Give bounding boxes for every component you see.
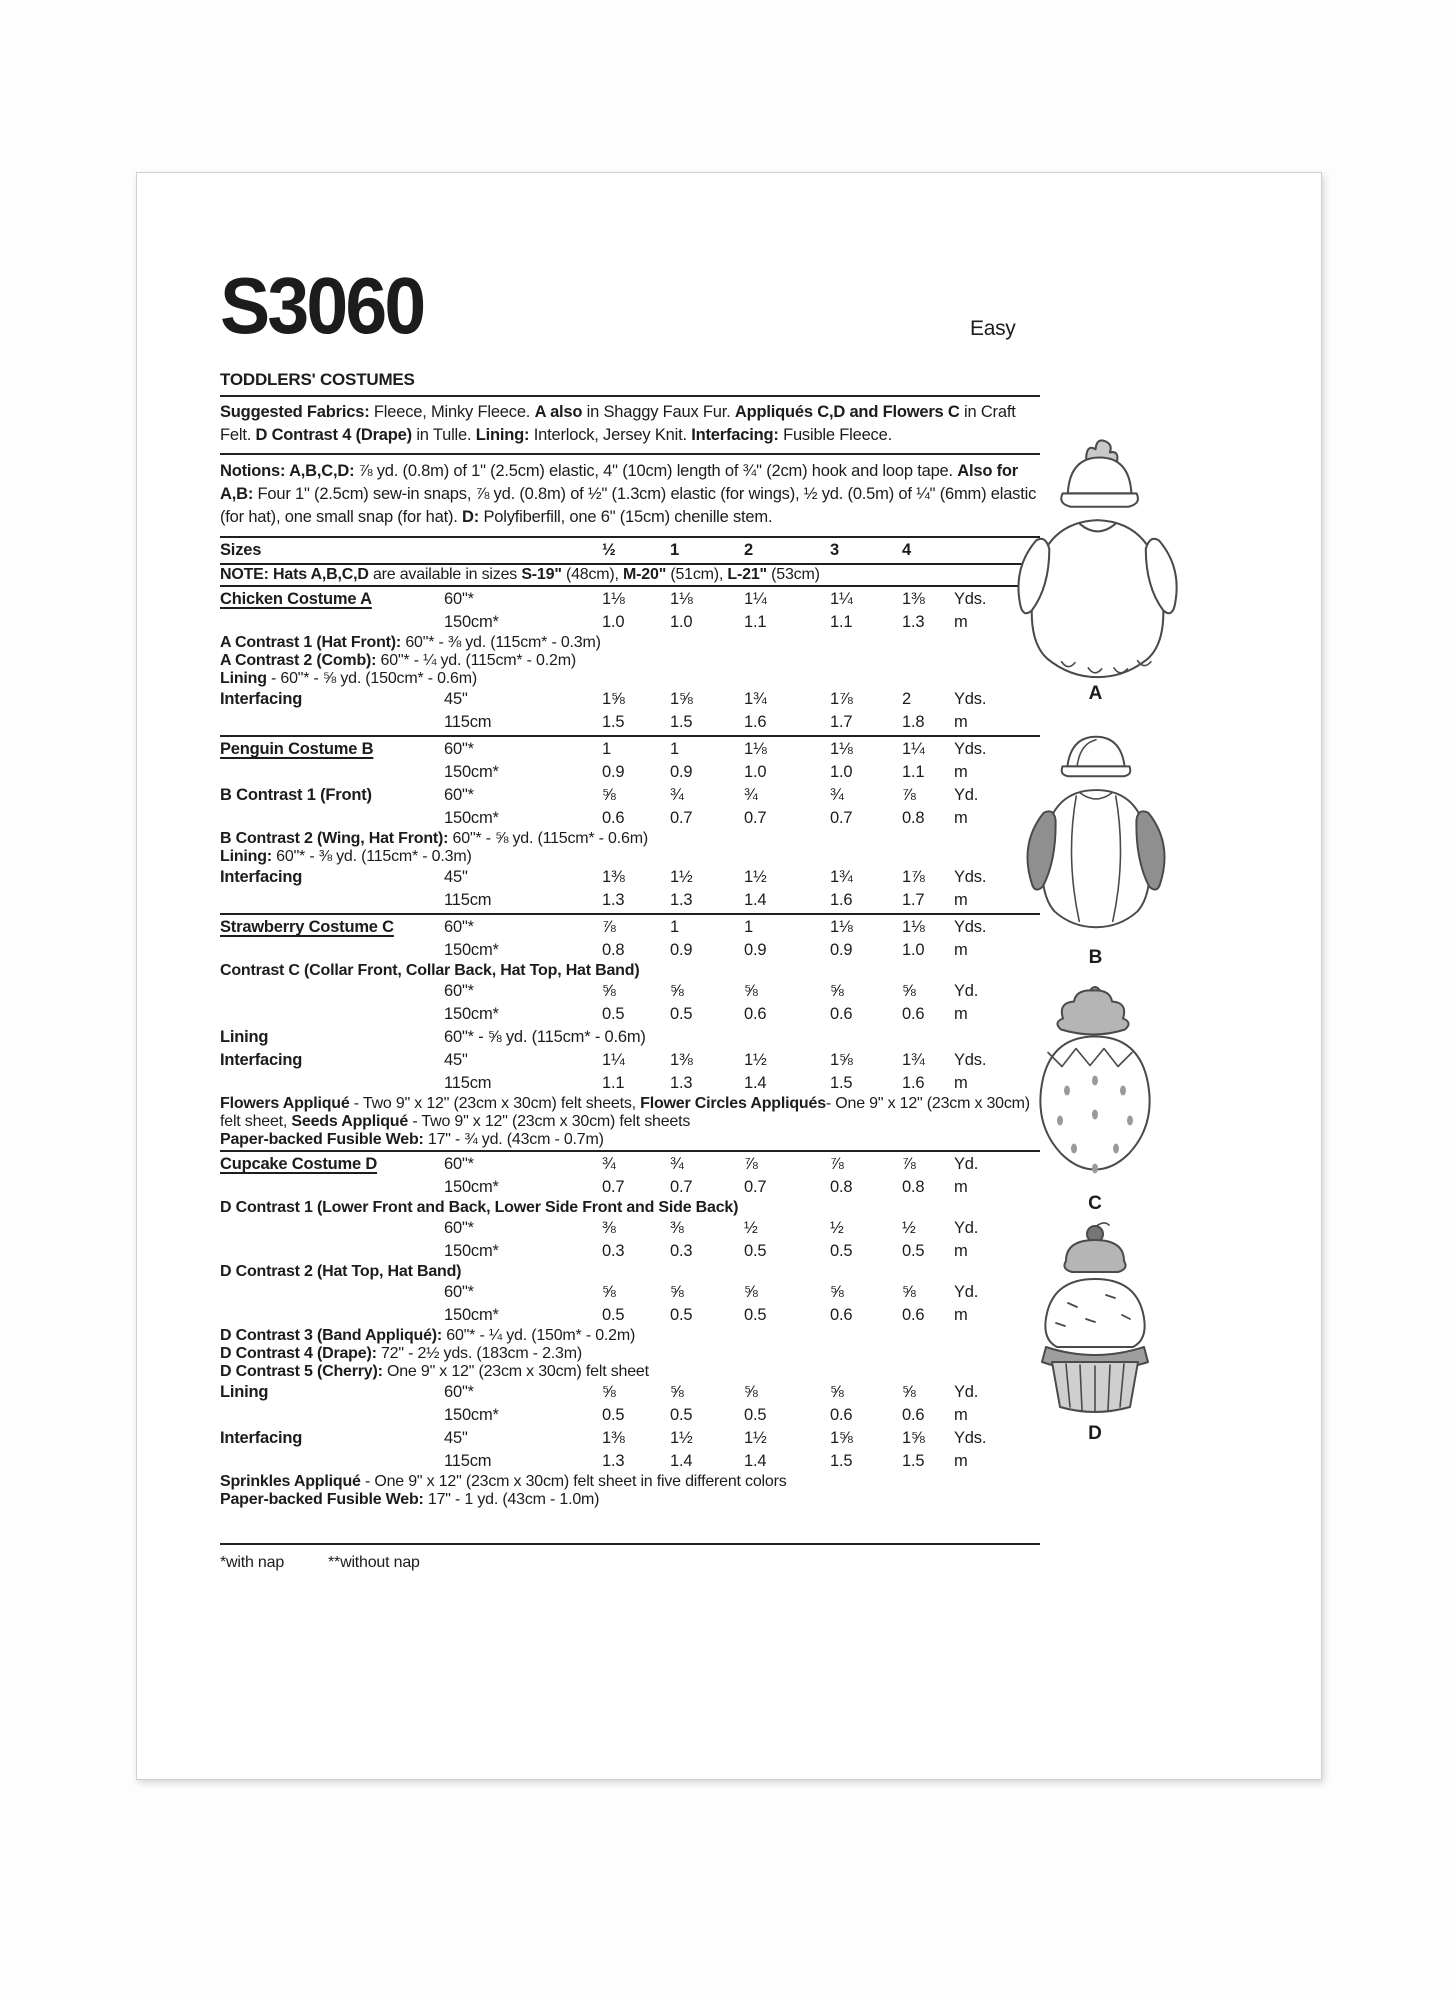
yardage-value: 0.5 [744,1406,767,1424]
yardage-value: 0.6 [744,1005,767,1023]
unit-label: Yds. [954,918,987,936]
fabric-width: 60"* [444,918,474,936]
category-heading: TODDLERS' COSTUMES [220,370,1040,397]
yardage-value: 1¼ [830,590,853,608]
yardage-value: 1.6 [744,713,767,731]
yardage-row [220,889,1040,912]
yardage-value: 1⅛ [602,590,625,608]
yardage-value: 1.5 [902,1452,925,1470]
unit-label: m [954,1242,968,1260]
yardage-value: 1.0 [744,763,767,781]
yardage-row [220,1240,1040,1263]
fabric-width: 60"* [444,740,474,758]
yardage-value: 0.8 [830,1178,853,1196]
yardage-row [220,1217,1040,1240]
fabric-width: 60"* [444,1383,474,1401]
row-label: Interfacing [220,690,303,708]
yardage-value: 0.8 [902,1178,925,1196]
fabric-width: 115cm [444,713,492,731]
yardage-value: 0.5 [670,1005,693,1023]
yardage-row [220,688,1040,711]
figure-label-d: D [1088,1423,1102,1444]
unit-label: m [954,763,968,781]
yardage-value: 1.3 [602,1452,625,1470]
row-label: Chicken Costume A [220,590,372,608]
yardage-value: 1½ [744,1051,767,1069]
unit-label: Yd. [954,786,979,804]
row-label [220,889,444,912]
yardage-value: 0.5 [602,1306,625,1324]
unit-label: Yds. [954,740,987,758]
yardage-value: 1¾ [830,868,853,886]
yardage-value: 1.5 [670,713,693,731]
yardage-row [220,1049,1040,1072]
yardage-table [220,536,1040,1509]
yardage-value: 0.9 [670,941,693,959]
fabric-width: 150cm* [444,1406,499,1424]
yardage-row [220,761,1040,784]
yardage-row [220,611,1040,634]
unit-label: m [954,1406,968,1424]
table-header-row [220,539,1040,562]
fabric-width: 150cm* [444,1178,499,1196]
unit-label: Yds. [954,1429,987,1447]
row-label [220,1240,444,1263]
row-label [220,1217,444,1240]
fabric-width: 45" [444,868,468,886]
yardage-value: 0.5 [830,1242,853,1260]
difficulty-label: Easy [970,317,1016,340]
unit-label: Yd. [954,1283,979,1301]
fabric-width: 60"* [444,1283,474,1301]
row-label: Interfacing [220,1051,303,1069]
fabric-width: 115cm [444,1074,492,1092]
yardage-value: 0.7 [830,809,853,827]
yardage-value: 0.8 [602,941,625,959]
figure-strawberry-costume [1009,981,1181,1215]
yardage-value: 1⅜ [602,868,625,886]
yardage-value: 1 [744,918,753,936]
with-nap-note: *with nap [220,1554,285,1571]
figure-chicken-costume [993,431,1198,705]
yardage-value: 1⅝ [670,690,693,708]
row-label [220,1072,444,1095]
yardage-value: 1.0 [602,613,625,631]
yardage-row [220,980,1040,1003]
yardage-value: ⅜ [670,1219,684,1237]
yardage-value: 1⅜ [602,1429,625,1447]
yardage-row [220,1176,1040,1199]
row-label [220,1003,444,1026]
yardage-row [220,866,1040,889]
yardage-value: 1.5 [830,1074,853,1092]
fabric-width: 45" [444,690,468,708]
fabric-width: 45" [444,1429,468,1447]
row-label: Lining [220,1028,269,1046]
yardage-value: ⅝ [744,1283,758,1301]
fabric-width: 60"* [444,590,474,608]
yardage-row [220,588,1040,611]
yardage-value: 1.0 [902,941,925,959]
row-label [220,1304,444,1327]
table-text-row: D Contrast 1 (Lower Front and Back, Lower Side Front and Side Back) [220,1199,739,1216]
yardage-value: ⅞ [744,1155,758,1173]
yardage-value: 1½ [744,1429,767,1447]
row-label: Penguin Costume B [220,740,374,758]
size-column-header: 4 [902,541,911,559]
table-text-row: Paper-backed Fusible Web: 17" - ¾ yd. (43cm - 0.7m) [220,1131,604,1148]
table-text-row: B Contrast 2 (Wing, Hat Front): 60"* - ⅝ yd. (115cm* - 0.6m) [220,830,648,847]
yardage-value: 2 [902,690,911,708]
yardage-row [220,784,1040,807]
size-column-header: ½ [602,541,616,559]
yardage-value: 1.5 [602,713,625,731]
table-text-row: A Contrast 1 (Hat Front): 60"* - ⅜ yd. (115cm* - 0.3m) [220,634,601,651]
yardage-value: 1.1 [744,613,767,631]
unit-label: Yds. [954,1051,987,1069]
yardage-value: 0.9 [670,763,693,781]
yardage-value: 0.6 [602,809,625,827]
yardage-value: ⅝ [602,1383,616,1401]
size-column-header: 1 [670,541,679,559]
yardage-value: ⅝ [830,982,844,1000]
unit-label: Yd. [954,982,979,1000]
table-text-row: Contrast C (Collar Front, Collar Back, Hat Top, Hat Band) [220,962,640,979]
table-text-row: A Contrast 2 (Comb): 60"* - ¼ yd. (115cm* - 0.2m) [220,652,576,669]
unit-label: m [954,1178,968,1196]
table-text-row: Paper-backed Fusible Web: 17" - 1 yd. (43cm - 1.0m) [220,1491,600,1508]
fabric-width: 60"* [444,786,474,804]
row-label [220,761,444,784]
yardage-value: 1⅜ [902,590,925,608]
main-content [220,261,1040,1572]
row-label: Strawberry Costume C [220,918,394,936]
yardage-value: ⅝ [744,982,758,1000]
yardage-value: ½ [902,1219,916,1237]
yardage-value: 1.0 [830,763,853,781]
yardage-value: ⅞ [902,1155,916,1173]
fabric-width: 60"* [444,982,474,1000]
yardage-value: 1½ [670,1429,693,1447]
yardage-value: 0.3 [602,1242,625,1260]
unit-label: m [954,1074,968,1092]
fabric-width: 115cm [444,891,492,909]
yardage-value: 1¾ [744,690,767,708]
yardage-value: 1⅞ [902,868,925,886]
yardage-row [220,939,1040,962]
table-text-row: D Contrast 5 (Cherry): One 9" x 12" (23cm x 30cm) felt sheet [220,1363,649,1380]
yardage-value: 0.9 [830,941,853,959]
yardage-value: 0.8 [902,809,925,827]
fabric-width: 150cm* [444,1242,499,1260]
yardage-value: ¾ [830,786,844,804]
unit-label: m [954,941,968,959]
yardage-row [220,711,1040,734]
yardage-value: ½ [830,1219,844,1237]
fabric-width: 150cm* [444,763,499,781]
yardage-value: ⅝ [902,1383,916,1401]
yardage-value: 1⅛ [902,918,925,936]
yardage-value: ⅝ [670,982,684,1000]
table-rule [220,563,1040,565]
row-label [220,980,444,1003]
yardage-value: ⅝ [830,1383,844,1401]
yardage-value: 1.4 [744,1074,767,1092]
yardage-value: 1¼ [602,1051,625,1069]
without-nap-note: **without nap [328,1554,420,1571]
yardage-value: 0.7 [670,809,693,827]
row-label [220,1450,444,1473]
row-label: B Contrast 1 (Front) [220,786,372,804]
yardage-value: ¾ [602,1155,616,1173]
fabric-width: 150cm* [444,1306,499,1324]
yardage-value: 0.6 [902,1005,925,1023]
row-label [220,711,444,734]
yardage-value: 0.9 [602,763,625,781]
yardage-value: 1 [670,918,679,936]
row-label: Cupcake Costume D [220,1155,378,1173]
unit-label: Yd. [954,1383,979,1401]
yardage-value: 0.5 [744,1242,767,1260]
row-label: Lining [220,1383,269,1401]
yardage-value: ⅞ [830,1155,844,1173]
unit-label: m [954,713,968,731]
yardage-value: 1.4 [670,1452,693,1470]
yardage-row [220,1003,1040,1026]
yardage-row [220,1304,1040,1327]
table-rule [220,585,1040,587]
pattern-number: S3060 [220,261,424,350]
fabric-width: 150cm* [444,1005,499,1023]
yardage-value: 1½ [670,868,693,886]
fabric-width: 60"* [444,1219,474,1237]
yardage-value: 1⅝ [602,690,625,708]
yardage-value: 0.5 [902,1242,925,1260]
figure-label-a: A [1088,683,1103,704]
yardage-value: 1.1 [830,613,853,631]
yardage-value: 1.3 [670,1074,693,1092]
yardage-value: 1.3 [602,891,625,909]
yardage-value: ½ [744,1219,758,1237]
yardage-value: 0.5 [670,1306,693,1324]
row-label [220,1404,444,1427]
row-text: 60"* - ⅝ yd. (115cm* - 0.6m) [444,1028,646,1046]
table-text-row: Lining - 60"* - ⅝ yd. (150cm* - 0.6m) [220,670,478,687]
yardage-value: 1⅜ [670,1051,693,1069]
footer-gap [220,1509,1040,1543]
table-rule [220,735,1040,737]
unit-label: m [954,1452,968,1470]
table-text-row: D Contrast 2 (Hat Top, Hat Band) [220,1263,462,1280]
unit-label: Yds. [954,590,987,608]
yardage-value: ¾ [670,786,684,804]
fabric-width: 150cm* [444,613,499,631]
table-rule [220,1150,1040,1152]
yardage-row [220,1381,1040,1404]
penguin-costume-illustration [1006,721,1186,943]
yardage-row [220,1427,1040,1450]
yardage-value: 1.4 [744,891,767,909]
yardage-value: 1.6 [830,891,853,909]
yardage-row [220,1281,1040,1304]
figure-label-c: C [1088,1193,1102,1214]
row-label [220,611,444,634]
table-rule [220,913,1040,915]
fabric-width: 60"* [444,1155,474,1173]
yardage-value: ⅝ [670,1383,684,1401]
row-label: Interfacing [220,868,303,886]
yardage-value: ⅞ [602,918,616,936]
table-labeltext-row [220,1026,1040,1049]
yardage-value: 1⅝ [830,1429,853,1447]
table-note: NOTE: Hats A,B,C,D are available in sizes S-19" (48cm), M-20" (51cm), L-21" (53cm) [220,566,820,583]
yardage-value: ⅝ [602,982,616,1000]
row-label [220,1176,444,1199]
yardage-value: 1.7 [830,713,853,731]
row-label [220,1281,444,1304]
table-text-row: D Contrast 3 (Band Appliqué): 60"* - ¼ yd. (150m* - 0.2m) [220,1327,636,1344]
yardage-row [220,738,1040,761]
size-column-header: 2 [744,541,753,559]
yardage-value: 0.3 [670,1242,693,1260]
yardage-value: ⅞ [902,786,916,804]
unit-label: m [954,891,968,909]
yardage-value: 1.6 [902,1074,925,1092]
yardage-row [220,807,1040,830]
yardage-value: 1.3 [902,613,925,631]
yardage-row [220,1153,1040,1176]
figure-label-b: B [1088,947,1103,968]
yardage-value: 1⅛ [744,740,767,758]
yardage-value: 1¾ [902,1051,925,1069]
yardage-value: ¾ [670,1155,684,1173]
fabric-width: 115cm [444,1452,492,1470]
row-label [220,807,444,830]
yardage-row [220,916,1040,939]
unit-label: Yds. [954,868,987,886]
yardage-value: 0.5 [602,1005,625,1023]
yardage-value: 1.1 [602,1074,625,1092]
yardage-value: 1.7 [902,891,925,909]
unit-label: m [954,1005,968,1023]
yardage-value: 0.9 [744,941,767,959]
yardage-value: 1¼ [902,740,925,758]
row-label: Interfacing [220,1429,303,1447]
yardage-value: ⅝ [670,1283,684,1301]
sizes-label: Sizes [220,541,262,559]
yardage-value: ⅜ [602,1219,616,1237]
yardage-value: 1¼ [744,590,767,608]
row-label [220,939,444,962]
table-text-row: Lining: 60"* - ⅜ yd. (115cm* - 0.3m) [220,848,472,865]
yardage-value: 1⅝ [830,1051,853,1069]
table-text-row: D Contrast 4 (Drape): 72" - 2½ yds. (183cm - 2.3m) [220,1345,582,1362]
yardage-value: 1.4 [744,1452,767,1470]
yardage-value: 0.7 [744,809,767,827]
yardage-row [220,1450,1040,1473]
yardage-value: ⅝ [744,1383,758,1401]
strawberry-costume-illustration [1010,981,1180,1189]
yardage-value: 0.5 [602,1406,625,1424]
yardage-value: 0.7 [744,1178,767,1196]
notions-paragraph: Notions: A,B,C,D: ⅞ yd. (0.8m) of 1" (2.5cm) elastic, 4" (10cm) length of ¾" (2cm) hook and loop tape. Also for A,B: Four 1" (2.5cm) sew-in snaps, ⅞ yd. (0.8m) of ½" (1.3cm) elastic (for wings), ½ yd. (0.5m) of ¼" (6mm) elastic (for hat), one small snap (for hat). D: Polyfiberfill, one 6" (15cm) chenille stem. [220,462,1037,526]
figure-cupcake-costume [1009,1219,1181,1445]
yardage-value: ¾ [744,786,758,804]
yardage-value: 0.6 [902,1406,925,1424]
table-text-row: Sprinkles Appliqué - One 9" x 12" (23cm x 30cm) felt sheet in five different colors [220,1473,787,1490]
yardage-value: 1⅞ [830,690,853,708]
unit-label: m [954,809,968,827]
pattern-envelope-back [136,172,1322,1780]
cupcake-costume-illustration [1010,1219,1180,1419]
chicken-costume-illustration [998,431,1193,679]
yardage-value: 0.7 [670,1178,693,1196]
unit-label: m [954,613,968,631]
yardage-value: 1⅛ [830,918,853,936]
yardage-value: 0.6 [830,1005,853,1023]
yardage-value: 1 [670,740,679,758]
yardage-value: ⅝ [602,1283,616,1301]
unit-label: Yd. [954,1155,979,1173]
yardage-value: 0.6 [902,1306,925,1324]
yardage-value: 1 [602,740,611,758]
size-column-header: 3 [830,541,839,559]
yardage-value: 1.0 [670,613,693,631]
yardage-value: 0.5 [670,1406,693,1424]
yardage-value: 1.5 [830,1452,853,1470]
nap-footnote [220,1545,1040,1572]
yardage-value: ⅝ [830,1283,844,1301]
yardage-value: 1.1 [902,763,925,781]
yardage-value: 1⅛ [830,740,853,758]
yardage-value: 1⅝ [902,1429,925,1447]
yardage-value: ⅝ [602,786,616,804]
yardage-value: 0.6 [830,1306,853,1324]
yardage-value: ⅝ [902,982,916,1000]
yardage-value: 1⅛ [670,590,693,608]
unit-label: m [954,1306,968,1324]
yardage-value: ⅝ [902,1283,916,1301]
yardage-value: 1.8 [902,713,925,731]
table-text-row: Flowers Appliqué - Two 9" x 12" (23cm x 30cm) felt sheets, Flower Circles Appliqués- One 9" x 12" (23cm x 30cm) felt sheet, Seeds Appliqué - Two 9" x 12" (23cm x 30cm) felt sheets [220,1095,1030,1130]
figure-penguin-costume [1003,721,1188,969]
yardage-value: 1.3 [670,891,693,909]
yardage-value: 1½ [744,868,767,886]
fabric-width: 45" [444,1051,468,1069]
fabric-width: 150cm* [444,941,499,959]
yardage-row [220,1072,1040,1095]
suggested-fabrics-paragraph: Suggested Fabrics: Fleece, Minky Fleece. A also in Shaggy Faux Fur. Appliqués C,D and Flowers C in Craft Felt. D Contrast 4 (Drape) in Tulle. Lining: Interlock, Jersey Knit. Interfacing: Fusible Fleece. [220,401,1040,455]
table-rule [220,536,1040,538]
yardage-row [220,1404,1040,1427]
yardage-value: 0.5 [744,1306,767,1324]
unit-label: Yds. [954,690,987,708]
yardage-value: 0.6 [830,1406,853,1424]
yardage-value: 0.7 [602,1178,625,1196]
fabric-width: 150cm* [444,809,499,827]
unit-label: Yd. [954,1219,979,1237]
